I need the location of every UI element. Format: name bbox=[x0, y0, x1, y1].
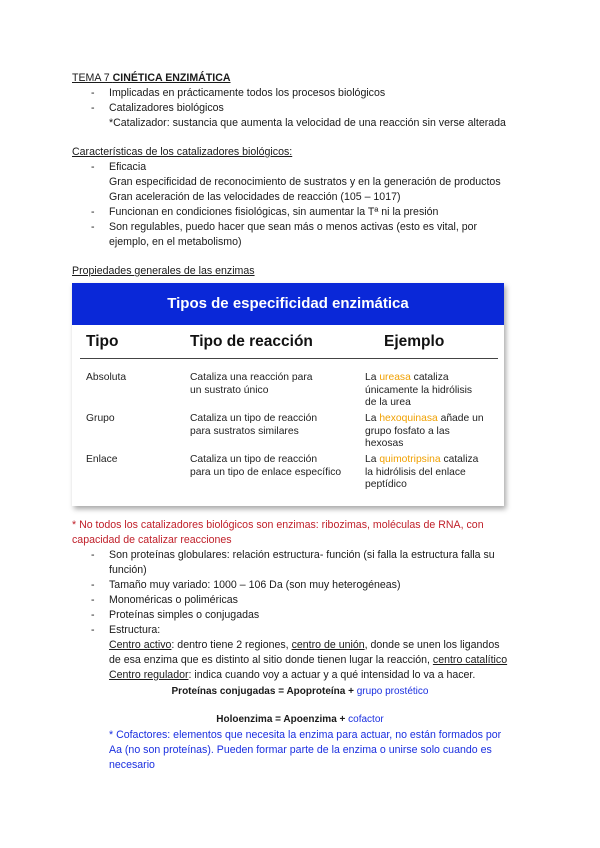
estructura-line: Centro regulador: indica cuando voy a actuar y a qué intensidad lo va a hacer. bbox=[109, 669, 476, 681]
bullet-dash: - bbox=[91, 102, 95, 114]
list-item: Catalizadores biológicos bbox=[109, 102, 224, 114]
estructura-line: de esa enzima que es distinto al sitio donde tienen lugar la reacción, centro catalítico bbox=[109, 654, 508, 666]
enzyme-name: hexoquinasa bbox=[379, 413, 438, 424]
list-item: Tamaño muy variado: 1000 – 106 Da (son muy heterogéneas) bbox=[109, 579, 401, 591]
enzyme-name: quimotripsina bbox=[379, 454, 441, 465]
table-cell-ejemplo: La ureasa cataliza únicamente la hidrólisis de la urea bbox=[365, 372, 473, 409]
bullet-dash: - bbox=[91, 609, 95, 621]
formula-proteinas-conjugadas: Proteínas conjugadas = Apoproteína + grupo prostético bbox=[171, 686, 429, 697]
table-cell-ejemplo: La hexoquinasa añade un grupo fosfato a las hexosas bbox=[365, 413, 484, 450]
table-cell-tipo: Enlace bbox=[86, 454, 118, 465]
table-cell-tipo: Grupo bbox=[86, 413, 115, 424]
table-cell-reaccion: Cataliza un tipo de reacción para un tipo de enlace específico bbox=[190, 454, 342, 478]
bullet-dash: - bbox=[91, 594, 95, 606]
enzyme-name: ureasa bbox=[379, 372, 411, 383]
estructura-line: Centro activo: dentro tiene 2 regiones, centro de unión, donde se unen los ligandos bbox=[109, 639, 500, 651]
term-centro-activo: Centro activo bbox=[109, 639, 172, 651]
list-item: Monoméricas o poliméricas bbox=[109, 594, 238, 606]
red-note-line: capacidad de catalizar reacciones bbox=[72, 534, 232, 546]
term-centro-union: centro de unión bbox=[291, 639, 365, 651]
cofactores-note-line: * Cofactores: elementos que necesita la enzima para actuar, no están formados por bbox=[109, 729, 502, 741]
eficacia-line: Gran aceleración de las velocidades de reacción (105 – 1017) bbox=[109, 191, 401, 203]
list-item: Son regulables, puedo hacer que sean más o menos activas (esto es vital, por bbox=[109, 221, 478, 233]
bullet-dash: - bbox=[91, 87, 95, 99]
list-item: Son proteínas globulares: relación estructura- función (si falla la estructura falla su bbox=[109, 549, 495, 561]
bullet-dash: - bbox=[91, 549, 95, 561]
table-header-ejemplo: Ejemplo bbox=[384, 333, 445, 350]
table-header-tipo: Tipo bbox=[86, 333, 119, 350]
term-centro-catalitico: centro catalítico bbox=[432, 654, 508, 666]
table-cell-reaccion: Cataliza un tipo de reacción para sustratos similares bbox=[190, 413, 318, 437]
table-title-bar bbox=[72, 283, 504, 325]
list-item-continuation: función) bbox=[109, 564, 147, 576]
cofactores-note-line: Aa (no son proteínas). Pueden formar parte de la enzima o unirse solo cuando es bbox=[109, 744, 492, 756]
red-note-line: * No todos los catalizadores biológicos son enzimas: ribozimas, moléculas de RNA, con bbox=[72, 519, 484, 531]
formula-holoenzima: Holoenzima = Apoenzima + cofactor bbox=[216, 714, 384, 725]
list-item-continuation: ejemplo, en el metabolismo) bbox=[109, 236, 242, 248]
table-cell-reaccion: Cataliza una reacción para un sustrato único bbox=[190, 372, 313, 396]
cofactores-note-line: necesario bbox=[109, 759, 155, 771]
table-divider bbox=[80, 358, 498, 359]
eficacia-line: Gran especificidad de reconocimiento de sustratos y en la generación de productos bbox=[109, 176, 501, 188]
list-item: Estructura: bbox=[109, 624, 161, 636]
bullet-dash: - bbox=[91, 206, 95, 218]
specificity-table bbox=[72, 283, 504, 506]
section-heading-propiedades: Propiedades generales de las enzimas bbox=[72, 265, 255, 277]
bullet-dash: - bbox=[91, 161, 95, 173]
table-title: Tipos de especificidad enzimática bbox=[167, 295, 409, 312]
list-item: Eficacia bbox=[109, 161, 147, 173]
table-cell-ejemplo: La quimotripsina cataliza la hidrólisis del enlace peptídico bbox=[365, 454, 479, 491]
section-heading-caracteristicas: Características de los catalizadores biológicos: bbox=[72, 146, 293, 158]
title-prefix: TEMA 7 bbox=[72, 72, 113, 84]
table-cell-tipo: Absoluta bbox=[86, 372, 127, 383]
bullet-dash: - bbox=[91, 624, 95, 636]
list-item: Implicadas en prácticamente todos los procesos biológicos bbox=[109, 87, 386, 99]
title-main: CINÉTICA ENZIMÁTICA bbox=[112, 72, 231, 84]
catalizador-definition: *Catalizador: sustancia que aumenta la velocidad de una reacción sin verse alterada bbox=[109, 117, 506, 129]
page-title bbox=[72, 71, 231, 85]
bullet-dash: - bbox=[91, 579, 95, 591]
list-item: Funcionan en condiciones fisiológicas, sin aumentar la Tª ni la presión bbox=[109, 206, 439, 218]
term-centro-regulador: Centro regulador bbox=[109, 669, 189, 681]
bullet-dash: - bbox=[91, 221, 95, 233]
table-header-reaccion: Tipo de reacción bbox=[190, 333, 313, 350]
list-item: Proteínas simples o conjugadas bbox=[109, 609, 260, 621]
